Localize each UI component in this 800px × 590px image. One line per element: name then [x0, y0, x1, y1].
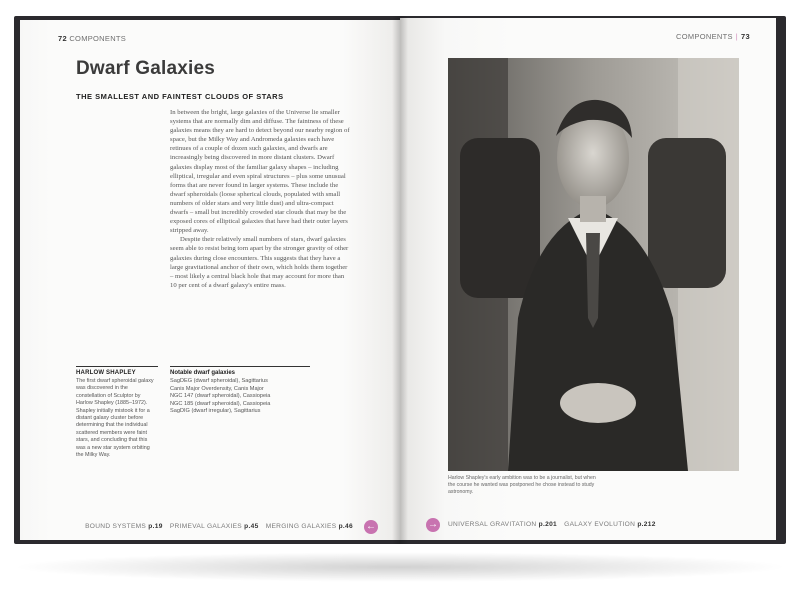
body-text: [170, 108, 352, 290]
xref-merging-galaxies[interactable]: [266, 523, 353, 530]
notable-list: [170, 366, 310, 416]
xref-galaxy-evolution[interactable]: [564, 521, 656, 528]
xref-page: p.212: [637, 521, 656, 528]
list-item: SagDEG (dwarf spheroidal), Sagittarius: [170, 378, 268, 384]
xref-page: p.19: [148, 523, 163, 530]
arrow-right-icon[interactable]: →: [428, 519, 438, 530]
sidebar-text: The first dwarf spheroidal galaxy was discovered in the constellation of Sculptor by Harlow Shapley (1885–1972). Shapley initially mistook it for a distant galaxy cluster before determining that the individual scattered members were faint stars, and concluding that this was a new star system orbiting the Milky Way.: [76, 378, 154, 459]
list-item: NGC 185 (dwarf spheroidal), Cassiopeia: [170, 400, 271, 407]
xref-universal-gravitation[interactable]: [448, 521, 557, 528]
xref-page: p.201: [538, 521, 558, 528]
xref-page: p.46: [338, 523, 353, 530]
xref-label: GALAXY EVOLUTION: [564, 521, 636, 528]
xref-bound-systems[interactable]: [85, 523, 163, 530]
arrow-left-icon[interactable]: ←: [366, 521, 376, 532]
xref-label: MERGING GALAXIES: [265, 523, 337, 530]
xref-primeval-galaxies[interactable]: [170, 523, 259, 530]
cross-references-left: [85, 523, 358, 530]
portrait-photo: [448, 58, 739, 471]
list-item: Canis Major Overdensity, Canis Major: [170, 385, 264, 392]
xref-page: p.45: [244, 523, 259, 530]
notable-title: Notable dwarf galaxies: [170, 370, 236, 376]
running-head-left: [58, 34, 126, 43]
sidebar-title: HARLOW SHAPLEY: [76, 370, 136, 376]
page-number-right: 73: [741, 32, 750, 41]
book-shadow: [10, 552, 790, 582]
list-item: SagDIG (dwarf irregular), Sagittarius: [170, 408, 261, 415]
xref-label: BOUND SYSTEMS: [85, 523, 147, 530]
xref-label: PRIMEVAL GALAXIES: [169, 523, 242, 530]
running-head-right: COMPONENTS | 73: [676, 32, 750, 41]
right-page: [400, 18, 776, 540]
list-item: NGC 147 (dwarf spheroidal), Cassiopeia: [170, 393, 271, 400]
section-label-left: COMPONENTS: [69, 34, 127, 43]
book-gutter: [392, 16, 408, 544]
sidebar-box: [76, 366, 158, 459]
left-page: [20, 20, 400, 540]
cross-references-right: [448, 521, 661, 528]
section-label-right: COMPONENTS: [676, 32, 733, 41]
page-subtitle: THE SMALLEST AND FAINTEST CLOUDS OF STARS: [76, 92, 284, 101]
photo-caption: Harlow Shapley's early ambition was to be a journalist, but when the course he wanted was postponed he chose instead to study astronomy.: [448, 475, 596, 495]
body-paragraph-1: In between the bright, large galaxies of the Universe lie smaller systems that are normally dim and diffuse. The faintness of these galaxies means they are hard to detect beyond our nearby region of space, but the Milky Way and Andromeda galaxies each have retinues of a couple of dozen such galaxies, and dwarfs are increasingly being discovered in more distant clusters. Dwarf galaxies display most of the familiar galaxy shapes – including elliptical, irregular and even spiral structures – plus some unusual forms that are never found in larger systems. These include the dwarf spheroidals (loose spherical clouds, populated with small numbers of older stars and very little dust) and ultra-compact dwarfs – small but incredibly crowded star clouds that may be the exposed cores of elliptical galaxies that have had their outer layers stripped away.: [170, 109, 350, 235]
xref-label: UNIVERSAL GRAVITATION: [448, 521, 537, 528]
page-title: Dwarf Galaxies: [76, 58, 216, 79]
page-number-left: 72: [58, 34, 67, 43]
body-paragraph-2: Despite their relatively small numbers of stars, dwarf galaxies seem able to resist being torn apart by the stronger gravity of other galaxies during close encounters. This suggests that they have a large gravitational anchor of their own, which holds them together – most likely a central black hole that may account for more than 10 per cent of a dwarf galaxy's entire mass.: [170, 236, 349, 289]
